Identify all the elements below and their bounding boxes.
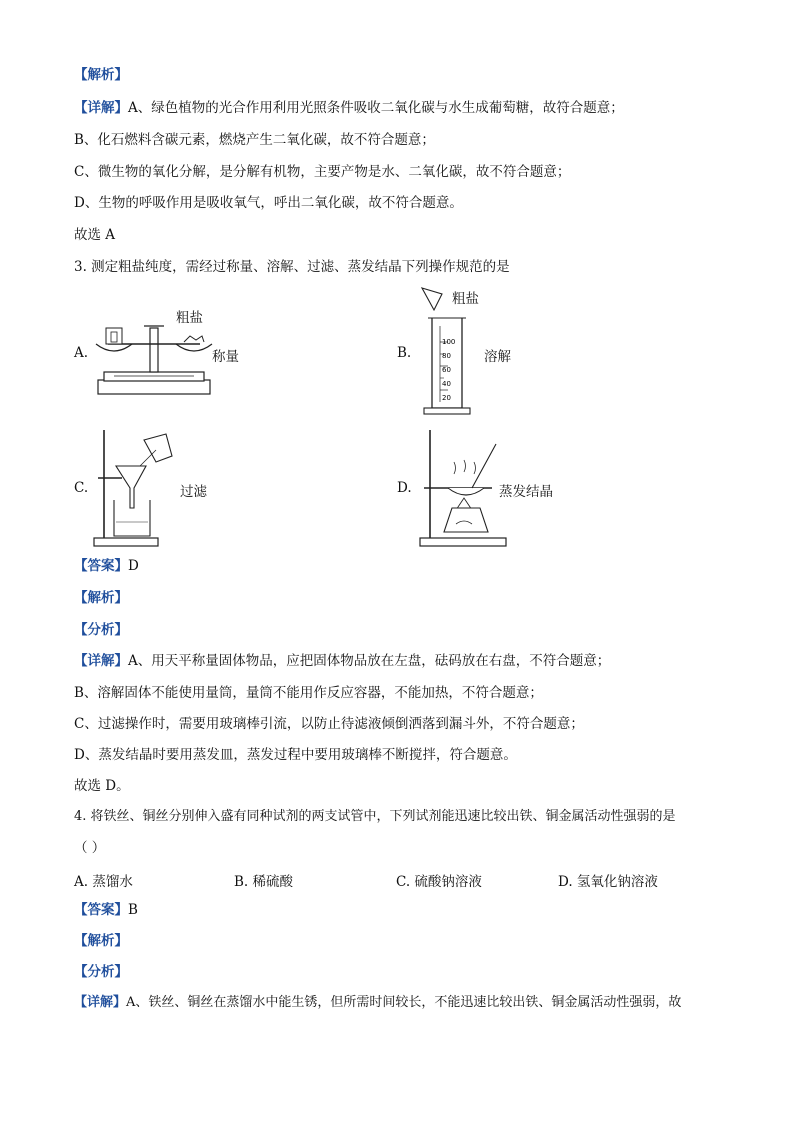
analysis-heading-3: 【解析】 [74,590,128,606]
q4-option-c: C. 硫酸钠溶液 [396,874,482,890]
detail-4-a: 【详解】A、铁丝、铜丝在蒸馏水中能生锈，但所需时间较长，不能迅速比较出铁、铜金属活动性强弱，故 [74,995,682,1010]
fenxi-heading-3: 【分析】 [74,622,128,638]
question-4-paren: （ ） [74,840,106,856]
option-c-letter: C. [74,480,89,496]
q4-option-a: A. 蒸馏水 [74,874,133,890]
option-b-sublabel: 粗盐 [452,291,479,307]
detail-d-line: D、生物的呼吸作用是吸收氧气，呼出二氧化碳，故不符合题意。 [74,195,463,211]
scale-label-80: 80 [442,352,451,360]
detail-3-a: 【详解】A、用天平称量固体物品，应把固体物品放在左盘，砝码放在右盘，不符合题意； [74,653,611,669]
evaporation-figure [416,424,510,548]
detail-3-b: B、溶解固体不能使用量筒，量筒不能用作反应容器，不能加热，不符合题意； [74,685,543,701]
filtration-figure [92,426,178,550]
option-c-label: 过滤 [180,484,207,500]
analysis-heading-4: 【解析】 [74,933,128,949]
option-b-letter: B. [397,345,412,361]
q4-option-d: D. 氢氧化钠溶液 [558,874,658,890]
detail-c-line: C、微生物的氧化分解，是分解有机物，主要产物是水、二氧化碳，故不符合题意； [74,164,571,180]
answer-4: 【答案】B [74,902,138,918]
option-a-sublabel: 粗盐 [176,310,203,326]
detail-3-c: C、过滤操作时，需要用玻璃棒引流，以防止待滤液倾倒洒落到漏斗外，不符合题意； [74,716,584,732]
option-a-label: 称量 [212,349,239,365]
analysis-heading: 【解析】 [74,67,128,83]
option-d-label: 蒸发结晶 [499,484,553,500]
option-b-label: 溶解 [484,349,511,365]
detail-3-d: D、蒸发结晶时要用蒸发皿，蒸发过程中要用玻璃棒不断搅拌，符合题意。 [74,747,517,763]
balance-figure [94,318,214,398]
question-4-stem: 4. 将铁丝、铜丝分别伸入盛有同种试剂的两支试管中，下列试剂能迅速比较出铁、铜金属活动性强弱的是 [74,809,676,824]
detail-a-line: 【详解】A、绿色植物的光合作用利用光照条件吸收二氧化碳与水生成葡萄糖，故符合题意； [74,100,624,116]
conclusion-line: 故选 A [74,227,116,243]
graduated-cylinder-figure [418,286,478,418]
question-3-stem: 3. 测定粗盐纯度，需经过称量、溶解、过滤、蒸发结晶下列操作规范的是 [74,259,510,275]
answer-3: 【答案】D [74,558,139,574]
scale-label-60: 60 [442,366,451,374]
scale-label-100: 100 [442,338,456,346]
conclusion-3: 故选 D。 [74,778,130,794]
option-d-letter: D. [397,480,412,496]
q4-option-b: B. 稀硫酸 [234,874,294,890]
scale-label-40: 40 [442,380,451,388]
detail-b-line: B、化石燃料含碳元素，燃烧产生二氧化碳，故不符合题意； [74,132,435,148]
question-4-options [74,870,734,888]
option-a-letter: A. [74,345,89,361]
scale-label-20: 20 [442,394,451,402]
fenxi-heading-4: 【分析】 [74,964,128,980]
